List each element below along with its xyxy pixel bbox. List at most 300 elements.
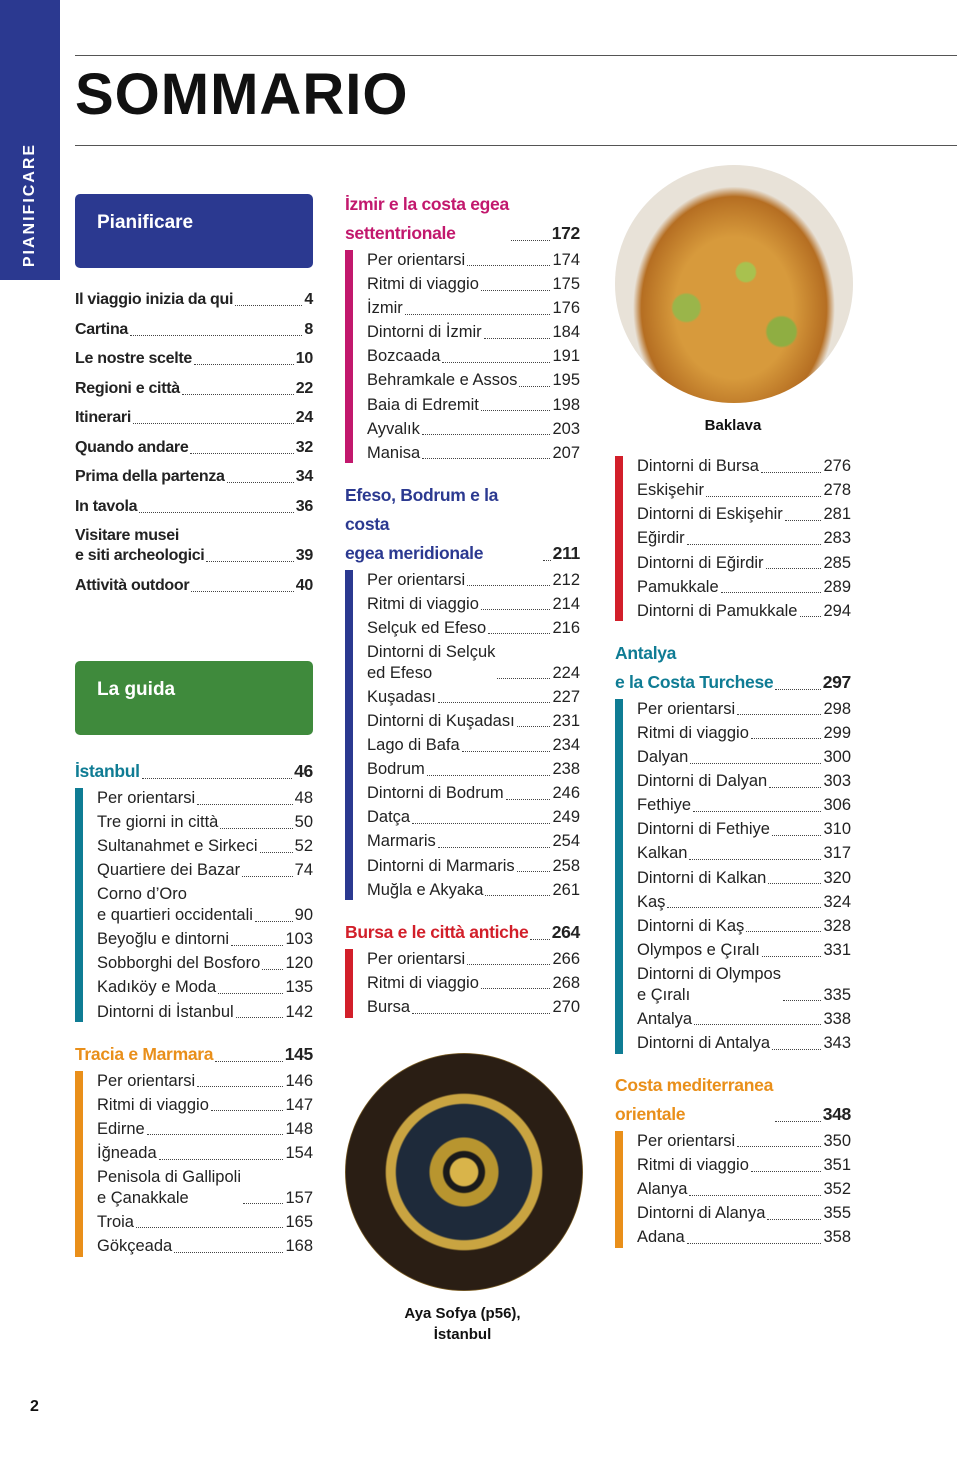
leader-dots (215, 1061, 282, 1062)
toc-entry[interactable] (637, 747, 851, 768)
leader-dots (422, 434, 551, 435)
toc-entry[interactable] (367, 783, 580, 804)
entry-title: Selçuk ed Efeso (367, 618, 487, 637)
toc-entry[interactable] (367, 735, 580, 756)
entry-title: Dintorni di Alanya (637, 1204, 766, 1223)
ayasofya-photo (345, 1053, 583, 1291)
toc-entry[interactable] (97, 953, 313, 974)
toc-entry[interactable] (97, 1095, 313, 1116)
toc-entry[interactable] (367, 997, 580, 1018)
leader-dots (467, 964, 550, 965)
toc-entry[interactable] (637, 940, 851, 961)
page-number: 2 (30, 1398, 39, 1415)
leader-dots (231, 945, 283, 946)
page-ref: 46 (294, 761, 313, 781)
toc-entry[interactable] (637, 892, 851, 913)
toc-entry[interactable] (367, 687, 580, 708)
toc-entry[interactable] (637, 723, 851, 744)
leader-dots (737, 1146, 821, 1147)
leader-dots (766, 568, 822, 569)
side-tab (0, 0, 60, 280)
toc-entry[interactable] (97, 836, 313, 857)
toc-entry[interactable] (637, 843, 851, 864)
entry-title: Sultanahmet e Sirkeci (97, 837, 258, 856)
entry-title: Ayvalık (367, 419, 420, 438)
section-list (615, 456, 851, 621)
section-list (345, 570, 580, 901)
entry-title: Per orientarsi (367, 570, 466, 589)
leader-dots (218, 993, 283, 994)
section-list (75, 1071, 313, 1257)
page-ref: 191 (552, 347, 580, 366)
page-ref: 283 (823, 529, 851, 548)
section-antalya (615, 639, 851, 1054)
entry-title: Dalyan (637, 747, 689, 766)
leader-dots (174, 1252, 283, 1253)
toc-entry[interactable] (637, 1227, 851, 1248)
entry-title: Quartiere dei Bazar (97, 861, 241, 880)
leader-dots (530, 939, 549, 940)
page-ref: 303 (823, 772, 851, 790)
page-ref: 281 (823, 505, 851, 524)
leader-dots (481, 410, 551, 411)
page-ref: 289 (823, 577, 851, 596)
toc-entry[interactable] (367, 949, 580, 970)
toc-entry[interactable] (367, 880, 580, 901)
page-ref: 211 (552, 542, 580, 563)
leader-dots (689, 859, 821, 860)
entry-title: Dintorni di Bursa (637, 457, 759, 475)
toc-entry[interactable] (367, 322, 580, 343)
leader-dots (427, 775, 551, 776)
toc-entry[interactable] (637, 528, 851, 549)
entry-title: Attività outdoor (75, 576, 190, 594)
section-heading[interactable] (615, 639, 851, 697)
entry-title: Quando andare (75, 438, 189, 456)
entry-title: Dintorni di Eskişehir (637, 505, 783, 524)
leader-dots (197, 1086, 283, 1087)
toc-entry[interactable] (367, 831, 580, 852)
entry-title: Kaş (637, 892, 666, 911)
page-ref: 231 (552, 711, 580, 730)
page-ref: 212 (552, 570, 580, 589)
page-ref: 50 (294, 813, 313, 831)
entry-title: Eğirdir (637, 529, 685, 548)
entry-title: Tre giorni in città (97, 813, 219, 831)
leader-dots (775, 689, 820, 690)
page-ref: 351 (823, 1155, 851, 1174)
toc-entry[interactable] (637, 1033, 851, 1054)
toc-entry[interactable] (637, 1203, 851, 1224)
entry-title: Visitare musei e siti archeologici (75, 527, 205, 564)
page-ref: 157 (285, 1188, 313, 1207)
toc-entry[interactable] (75, 576, 313, 596)
entry-title: Ritmi di viaggio (367, 594, 479, 613)
toc-entry[interactable] (637, 1131, 851, 1152)
entry-title: Muğla e Akyaka (367, 880, 484, 899)
toc-entry[interactable] (75, 526, 313, 566)
leader-dots (481, 290, 551, 291)
leader-dots (130, 335, 302, 336)
toc-entry[interactable] (367, 711, 580, 732)
entry-title: Bursa (367, 997, 411, 1016)
section-tracia (75, 1040, 313, 1257)
toc-entry[interactable] (367, 642, 580, 683)
page-ref: 268 (552, 973, 580, 992)
entry-title: Gökçeada (97, 1236, 173, 1255)
toc-entry[interactable] (367, 370, 580, 391)
entry-title: Le nostre scelte (75, 350, 193, 367)
plan-block-label: Pianificare (97, 212, 194, 233)
leader-dots (687, 544, 822, 545)
leader-dots (190, 453, 293, 454)
leader-dots (737, 714, 821, 715)
toc-entry[interactable] (75, 467, 313, 487)
page-ref: 310 (823, 820, 851, 839)
leader-dots (488, 633, 550, 634)
section-heading[interactable] (75, 1040, 313, 1069)
entry-title: Baia di Edremit (367, 395, 479, 414)
section-heading[interactable] (75, 757, 313, 786)
column-3 (615, 165, 851, 1251)
entry-title: Per orientarsi (97, 788, 196, 807)
leader-dots (412, 1013, 550, 1014)
entry-title: Alanya (637, 1180, 688, 1198)
leader-dots (783, 1000, 822, 1001)
leader-dots (438, 702, 551, 703)
toc-entry[interactable] (637, 916, 851, 937)
leader-dots (133, 423, 294, 424)
entry-title: Olympos e Çıralı (637, 940, 760, 959)
leader-dots (769, 787, 821, 788)
toc-entry[interactable] (367, 250, 580, 271)
page-ref: 168 (285, 1236, 313, 1255)
leader-dots (746, 931, 821, 932)
ayasofya-caption: Aya Sofya (p56), İstanbul (404, 1305, 521, 1343)
page-ref: 172 (551, 222, 580, 243)
leader-dots (159, 1159, 284, 1160)
entry-title: Manisa (367, 443, 421, 462)
leader-dots (506, 799, 551, 800)
page-ref: 120 (285, 954, 313, 973)
column-2 (345, 190, 580, 1345)
toc-entry[interactable] (637, 1179, 851, 1200)
toc-entry[interactable] (637, 577, 851, 598)
leader-dots (761, 472, 821, 473)
leader-dots (762, 956, 822, 957)
section-heading[interactable] (345, 190, 580, 248)
leader-dots (706, 496, 822, 497)
leader-dots (442, 362, 550, 363)
leader-dots (800, 616, 822, 617)
entry-title: Beyoğlu e dintorni (97, 930, 230, 949)
entry-title: Kadıköy e Moda (97, 978, 217, 997)
entry-title: Antalya e la Costa Turchese (615, 642, 774, 692)
leader-dots (481, 988, 551, 989)
page-ref: 148 (285, 1119, 313, 1138)
entry-title: Kuşadası (367, 687, 436, 706)
toc-entry[interactable] (97, 1119, 313, 1140)
entry-title: Prima della partenza (75, 468, 225, 485)
toc-entry[interactable] (637, 795, 851, 816)
side-tab-label: PIANIFICARE (21, 142, 38, 268)
entry-title: Dintorni di Marmaris (367, 856, 515, 875)
toc-entry[interactable] (97, 1167, 313, 1208)
page-ref: 32 (295, 438, 313, 456)
entry-title: Ritmi di viaggio (97, 1095, 209, 1114)
toc-entry[interactable] (637, 771, 851, 792)
leader-dots (667, 907, 821, 908)
entry-title: Dintorni di Kuşadası (367, 711, 515, 730)
page-ref: 317 (823, 844, 851, 863)
leader-dots (519, 386, 550, 387)
entry-title: Antalya (637, 1009, 693, 1028)
toc-entry[interactable] (637, 1155, 851, 1176)
toc-entry[interactable] (75, 497, 313, 517)
page-ref: 214 (552, 594, 580, 613)
page-ref: 294 (823, 601, 851, 620)
leader-dots (412, 823, 550, 824)
toc-entry[interactable] (367, 570, 580, 591)
leader-dots (497, 678, 550, 679)
baklava-photo (615, 165, 853, 403)
section-bursa-continued (615, 456, 851, 621)
page-ref: 299 (823, 723, 851, 742)
leader-dots (197, 804, 293, 805)
section-izmir (345, 190, 580, 463)
page-ref: 264 (551, 921, 580, 942)
toc-entry[interactable] (97, 1002, 313, 1023)
leader-dots (693, 811, 821, 812)
entry-title: Ritmi di viaggio (367, 274, 479, 293)
page-ref: 165 (285, 1212, 313, 1231)
toc-entry[interactable] (367, 973, 580, 994)
page-ref: 39 (295, 547, 313, 564)
entry-title: Bodrum (367, 760, 425, 778)
leader-dots (687, 1243, 822, 1244)
toc-entry[interactable] (637, 504, 851, 525)
leader-dots (255, 921, 293, 922)
entry-title: Kalkan (637, 844, 688, 863)
leader-dots (462, 751, 551, 752)
toc-entry[interactable] (637, 456, 851, 477)
top-rule (75, 55, 957, 56)
page-ref: 207 (552, 443, 580, 462)
section-heading[interactable] (615, 1071, 851, 1129)
toc-entry[interactable] (637, 699, 851, 720)
leader-dots (260, 852, 293, 853)
entry-title: Ritmi di viaggio (367, 973, 479, 992)
page-ref: 285 (823, 553, 851, 572)
toc-entry[interactable] (75, 408, 313, 428)
toc-entry[interactable] (97, 1212, 313, 1233)
entry-title: Sobborghi del Bosforo (97, 954, 261, 973)
page-ref: 266 (552, 949, 580, 968)
leader-dots (543, 560, 551, 561)
toc-entry[interactable] (637, 601, 851, 622)
toc-entry[interactable] (367, 759, 580, 780)
page-ref: 348 (822, 1103, 851, 1124)
section-list (345, 250, 580, 464)
page-ref: 216 (552, 618, 580, 637)
leader-dots (481, 609, 551, 610)
page-ref: 298 (823, 699, 851, 718)
entry-title: Cartina (75, 320, 129, 338)
page-ref: 8 (304, 320, 313, 338)
page-ref: 343 (823, 1033, 851, 1052)
leader-dots (211, 1110, 284, 1111)
page-ref: 147 (285, 1095, 313, 1114)
toc-entry[interactable] (97, 977, 313, 998)
toc-entry[interactable] (367, 274, 580, 295)
page-ref: 34 (295, 468, 313, 485)
toc-entry[interactable] (367, 298, 580, 319)
entry-title: Dintorni di Dalyan (637, 772, 768, 790)
toc-entry[interactable] (367, 594, 580, 615)
leader-dots (694, 1024, 821, 1025)
page-ref: 195 (552, 371, 580, 390)
page-ref: 278 (823, 481, 851, 500)
leader-dots (243, 1203, 283, 1204)
toc-entry[interactable] (367, 443, 580, 464)
section-heading[interactable] (345, 918, 580, 947)
toc-entry[interactable] (637, 819, 851, 840)
page-ref: 203 (552, 419, 580, 438)
leader-dots (262, 969, 283, 970)
section-heading[interactable] (345, 481, 580, 568)
toc-entry[interactable] (97, 929, 313, 950)
leader-dots (142, 778, 292, 779)
entry-title: Corno d’Oro e quartieri occidentali (97, 885, 253, 924)
page-ref: 198 (552, 395, 580, 414)
entry-title: Dintorni di Selçuk ed Efeso (367, 642, 496, 682)
toc-entry[interactable] (97, 1143, 313, 1164)
entry-title: Lago di Bafa (367, 735, 460, 754)
entry-title: Bozcaada (367, 347, 441, 366)
plan-block[interactable] (75, 194, 313, 268)
leader-dots (467, 265, 550, 266)
page-ref: 355 (823, 1204, 851, 1223)
page-ref: 297 (822, 671, 851, 692)
section-list (615, 699, 851, 1054)
page-ref: 90 (294, 906, 313, 924)
toc-entry[interactable] (97, 860, 313, 881)
page-ref: 10 (295, 350, 313, 367)
entry-title: Il viaggio inizia da qui (75, 291, 234, 308)
toc-entry[interactable] (75, 379, 313, 399)
leader-dots (236, 1017, 284, 1018)
leader-dots (785, 520, 822, 521)
leader-dots (517, 871, 551, 872)
toc-entry[interactable] (75, 290, 313, 310)
leader-dots (772, 835, 821, 836)
page-ref: 234 (552, 735, 580, 754)
entry-title: Dintorni di Antalya (637, 1033, 770, 1052)
guide-block[interactable] (75, 661, 313, 735)
toc-entry[interactable] (367, 419, 580, 440)
page-ref: 227 (552, 687, 580, 706)
toc-entry[interactable] (75, 438, 313, 458)
entry-title: Penisola di Gallipoli e Çanakkale (97, 1168, 241, 1207)
entry-title: Bursa e le città antiche (345, 921, 529, 942)
page-ref: 48 (294, 788, 313, 807)
leader-dots (139, 512, 294, 513)
entry-title: Regioni e città (75, 379, 180, 397)
leader-dots (235, 305, 302, 306)
page-ref: 184 (552, 323, 580, 342)
leader-dots (242, 876, 293, 877)
page-ref: 176 (552, 299, 580, 317)
page-ref: 238 (552, 760, 580, 778)
entry-title: Troia (97, 1212, 134, 1231)
page-ref: 103 (285, 930, 313, 949)
leader-dots (206, 561, 293, 562)
leader-dots (438, 847, 551, 848)
toc-entry[interactable] (637, 553, 851, 574)
page-ref: 154 (285, 1143, 313, 1162)
toc-entry[interactable] (367, 346, 580, 367)
page-ref: 74 (294, 861, 313, 880)
toc-entry[interactable] (637, 480, 851, 501)
entry-title: Datça (367, 808, 411, 827)
toc-entry[interactable] (97, 1236, 313, 1257)
section-list (345, 949, 580, 1018)
page-ref: 224 (552, 663, 580, 682)
leader-dots (191, 591, 294, 592)
entry-title: Marmaris (367, 832, 436, 851)
entry-title: Dintorni di İzmir (367, 323, 482, 342)
page-ref: 306 (823, 796, 851, 815)
toc-entry[interactable] (97, 884, 313, 925)
toc-entry[interactable] (637, 1009, 851, 1030)
toc-entry[interactable] (367, 395, 580, 416)
page-ref: 254 (552, 832, 580, 851)
title-rule (75, 145, 957, 146)
page-ref: 175 (552, 274, 580, 293)
toc-entry[interactable] (97, 812, 313, 833)
page-ref: 40 (295, 576, 313, 594)
toc-entry[interactable] (367, 856, 580, 877)
entry-title: Per orientarsi (637, 1131, 736, 1150)
leader-dots (136, 1227, 283, 1228)
toc-entry[interactable] (75, 349, 313, 369)
page-ref: 4 (304, 291, 313, 308)
entry-title: Dintorni di Kaş (637, 916, 745, 935)
leader-dots (511, 240, 550, 241)
page-ref: 174 (552, 250, 580, 269)
entry-title: Dintorni di İstanbul (97, 1002, 234, 1021)
leader-dots (405, 314, 551, 315)
toc-entry[interactable] (637, 964, 851, 1005)
page-ref: 352 (823, 1180, 851, 1198)
toc-entry[interactable] (97, 788, 313, 809)
page-ref: 52 (294, 837, 313, 856)
toc-entry[interactable] (367, 807, 580, 828)
baklava-caption: Baklava (704, 417, 762, 434)
entry-title: Itinerari (75, 409, 131, 426)
page-ref: 338 (823, 1009, 851, 1028)
page-ref: 335 (823, 985, 851, 1004)
page-ref: 246 (552, 784, 580, 803)
toc-entry[interactable] (97, 1071, 313, 1092)
toc-entry[interactable] (637, 868, 851, 889)
entry-title: Dintorni di Kalkan (637, 868, 767, 887)
toc-entry[interactable] (367, 618, 580, 639)
plan-list (75, 290, 313, 596)
page-ref: 261 (552, 880, 580, 899)
guide-block-label: La guida (97, 679, 176, 700)
toc-entry[interactable] (75, 320, 313, 340)
